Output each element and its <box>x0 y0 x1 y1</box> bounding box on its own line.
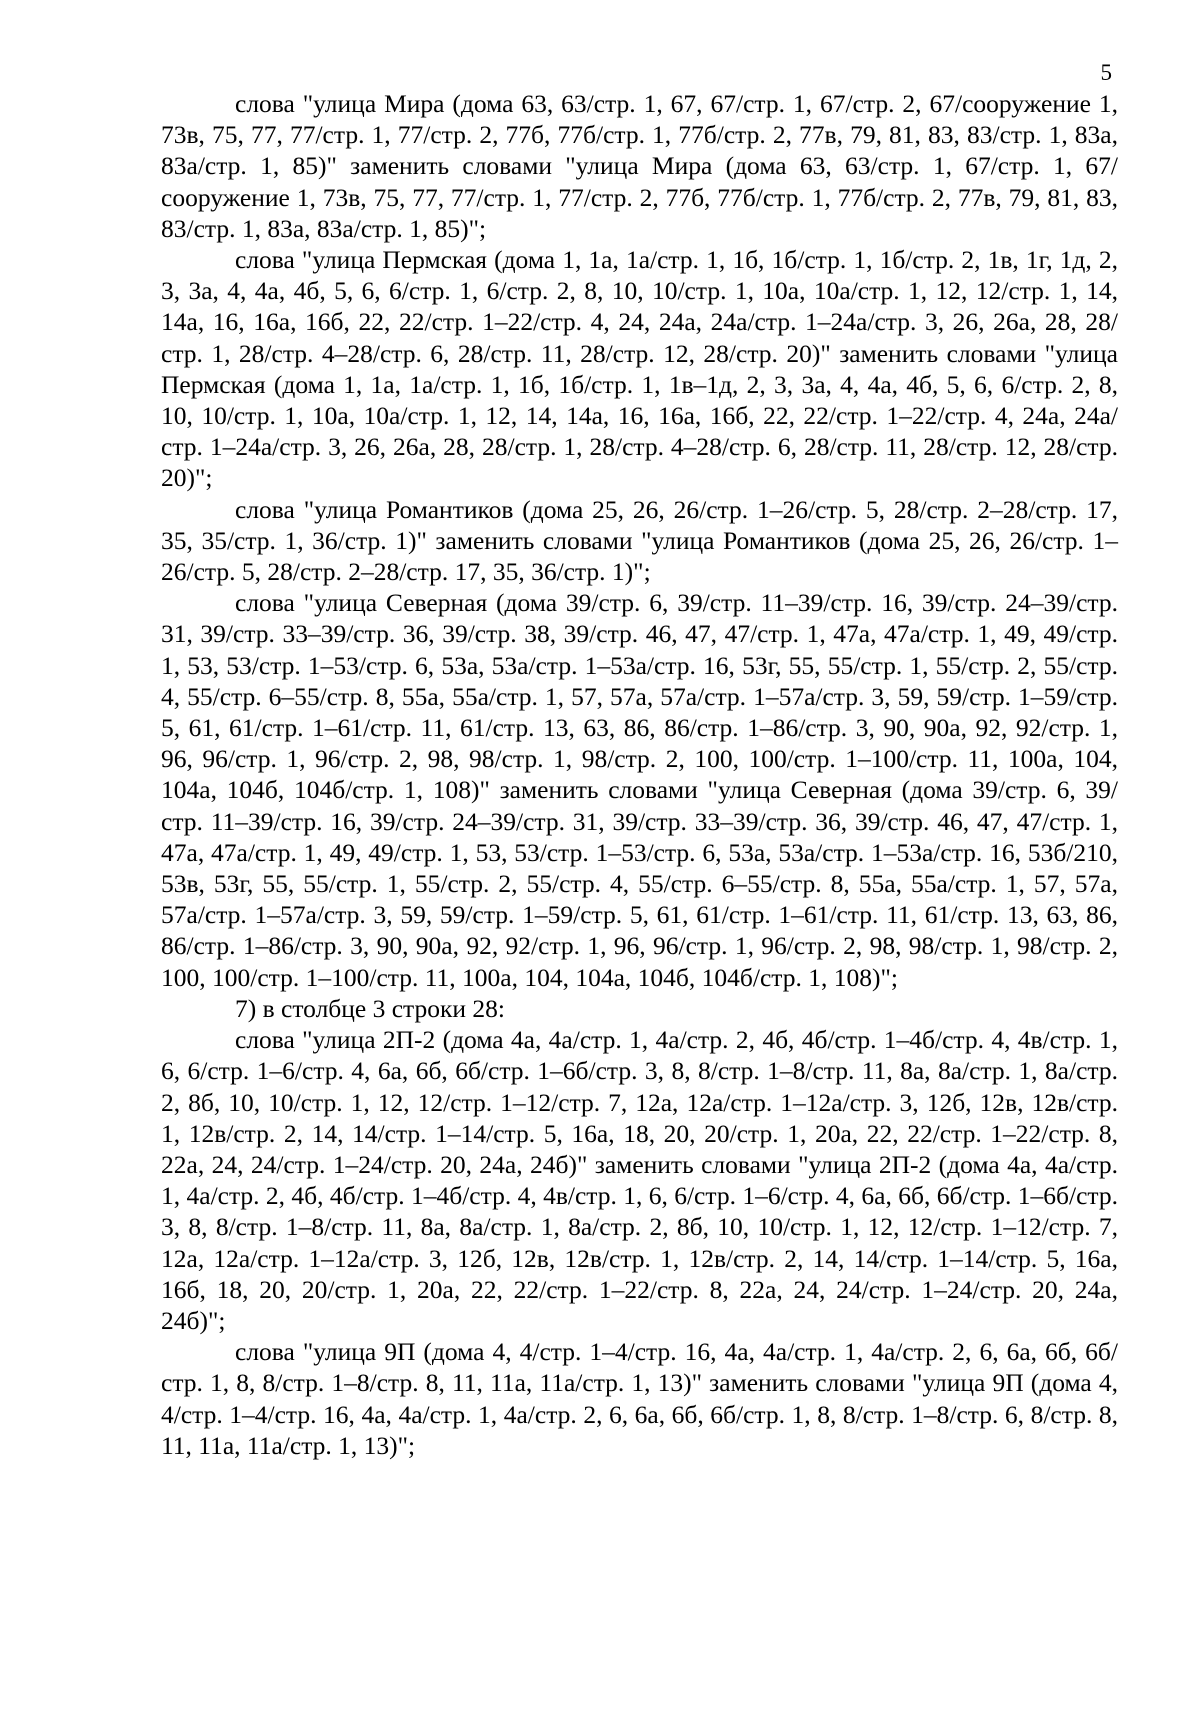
paragraph-column-heading: 7) в столбце 3 строки 28: <box>235 993 506 1023</box>
paragraph-9p-street: слова "улица 9П (дома 4, 4/стр. 1–4/стр. 16, 4а, 4а/стр. 1, 4а/стр. 2, 6, 6а, 6б, 6б/стр. 1, 8, 8/стр. 1–8/стр. 8, 11, 11а, 11а/стр. 1, 13)" заменить словами "улица 9П (дома 4, 4/стр. 1–4/стр. 16, 4а, 4а/стр. 1, 4а/стр. 2, 6, 6а, 6б, 6б/стр. 1, 8, 8/стр. 1–8/стр. 6, 8/стр. 8, 11, 11а, 11а/стр. 1, 13)"; <box>161 1337 1118 1460</box>
paragraph-mira-street: слова "улица Мира (дома 63, 63/стр. 1, 67, 67/стр. 1, 67/стр. 2, 67/сооружение 1, 73в, 75, 77, 77/стр. 1, 77/стр. 2, 77б, 77б/стр. 1, 77б/стр. 2, 77в, 79, 81, 83, 83/стр. 1, 83а, 83а/стр. 1, 85)" заменить словами "улица Мира (дома 63, 63/стр. 1, 67/стр. 1, 67/сооружение 1, 73в, 75, 77, 77/стр. 1, 77/стр. 2, 77б, 77б/стр. 1, 77б/стр. 2, 77в, 79, 81, 83, 83/стр. 1, 83а, 83а/стр. 1, 85)"; <box>161 89 1118 243</box>
paragraph-severnaya-street: слова "улица Северная (дома 39/стр. 6, 39/стр. 11–39/стр. 16, 39/стр. 24–39/стр. 31, 39/стр. 33–39/стр. 36, 39/стр. 38, 39/стр. 46, 47, 47/стр. 1, 47а, 47а/стр. 1, 49, 49/стр. 1, 53, 53/стр. 1–53/стр. 6, 53а, 53а/стр. 1–53а/стр. 16, 53г, 55, 55/стр. 1, 55/стр. 2, 55/стр. 4, 55/стр. 6–55/стр. 8, 55а, 55а/стр. 1, 57, 57а, 57а/стр. 1–57а/стр. 3, 59, 59/стр. 1–59/стр. 5, 61, 61/стр. 1–61/стр. 11, 61/стр. 13, 63, 86, 86/стр. 1–86/стр. 3, 90, 90а, 92, 92/стр. 1, 96, 96/стр. 1, 96/стр. 2, 98, 98/стр. 1, 98/стр. 2, 100, 100/стр. 1–100/стр. 11, 100а, 104, 104а, 104б, 104б/стр. 1, 108)" заменить словами "улица Северная (дома 39/стр. 6, 39/стр. 11–39/стр. 16, 39/стр. 24–39/стр. 31, 39/стр. 33–39/стр. 36, 39/стр. 46, 47, 47/стр. 1, 47а, 47а/стр. 1, 49, 49/стр. 1, 53, 53/стр. 1–53/стр. 6, 53а, 53а/стр. 1–53а/стр. 16, 53б/210, 53в, 53г, 55, 55/стр. 1, 55/стр. 2, 55/стр. 4, 55/стр. 6–55/стр. 8, 55а, 55а/стр. 1, 57, 57а, 57а/стр. 1–57а/стр. 3, 59, 59/стр. 1–59/стр. 5, 61, 61/стр. 1–61/стр. 11, 61/стр. 13, 63, 86, 86/стр. 1–86/стр. 3, 90, 90а, 92, 92/стр. 1, 96, 96/стр. 1, 96/стр. 2, 98, 98/стр. 1, 98/стр. 2, 100, 100/стр. 1–100/стр. 11, 100а, 104, 104а, 104б, 104б/стр. 1, 108)"; <box>161 588 1118 992</box>
page-number: 5 <box>1100 60 1112 85</box>
paragraph-permskaya-street: слова "улица Пермская (дома 1, 1а, 1а/стр. 1, 1б, 1б/стр. 1, 1б/стр. 2, 1в, 1г, 1д, 2, 3, 3а, 4, 4а, 4б, 5, 6, 6/стр. 1, 6/стр. 2, 8, 10, 10/стр. 1, 10а, 10а/стр. 1, 12, 12/стр. 1, 14, 14а, 16, 16а, 16б, 22, 22/стр. 1–22/стр. 4, 24, 24а, 24а/стр. 1–24а/стр. 3, 26, 26а, 28, 28/стр. 1, 28/стр. 4–28/стр. 6, 28/стр. 11, 28/стр. 12, 28/стр. 20)" заменить словами "улица Пермская (дома 1, 1а, 1а/стр. 1, 1б, 1б/стр. 1, 1в–1д, 2, 3, 3а, 4, 4а, 4б, 5, 6, 6/стр. 2, 8, 10, 10/стр. 1, 10а, 10а/стр. 1, 12, 14, 14а, 16, 16а, 16б, 22, 22/стр. 1–22/стр. 4, 24а, 24а/стр. 1–24а/стр. 3, 26, 26а, 28, 28/стр. 1, 28/стр. 4–28/стр. 6, 28/стр. 11, 28/стр. 12, 28/стр. 20)"; <box>161 245 1118 493</box>
document-body <box>161 88 1118 1461</box>
paragraph-romantikov-street: слова "улица Романтиков (дома 25, 26, 26/стр. 1–26/стр. 5, 28/стр. 2–28/стр. 17, 35, 35/стр. 1, 36/стр. 1)" заменить словами "улица Романтиков (дома 25, 26, 26/стр. 1–26/стр. 5, 28/стр. 2–28/стр. 17, 35, 36/стр. 1)"; <box>161 494 1118 587</box>
paragraph-2p-2-street: слова "улица 2П-2 (дома 4а, 4а/стр. 1, 4а/стр. 2, 4б, 4б/стр. 1–4б/стр. 4, 4в/стр. 1, 6, 6/стр. 1–6/стр. 4, 6а, 6б, 6б/стр. 1–6б/стр. 3, 8, 8/стр. 1–8/стр. 11, 8а, 8а/стр. 1, 8а/стр. 2, 8б, 10, 10/стр. 1, 12, 12/стр. 1–12/стр. 7, 12а, 12а/стр. 1–12а/стр. 3, 12б, 12в, 12в/стр. 1, 12в/стр. 2, 14, 14/стр. 1–14/стр. 5, 16а, 18, 20, 20/стр. 1, 20а, 22, 22/стр. 1–22/стр. 8, 22а, 24, 24/стр. 1–24/стр. 20, 24а, 24б)" заменить словами "улица 2П-2 (дома 4а, 4а/стр. 1, 4а/стр. 2, 4б, 4б/стр. 1–4б/стр. 4, 4в/стр. 1, 6, 6/стр. 1–6/стр. 4, 6а, 6б, 6б/стр. 1–6б/стр. 3, 8, 8/стр. 1–8/стр. 11, 8а, 8а/стр. 1, 8а/стр. 2, 8б, 10, 10/стр. 1, 12, 12/стр. 1–12/стр. 7, 12а, 12а/стр. 1–12а/стр. 3, 12б, 12в, 12в/стр. 1, 12в/стр. 2, 14, 14/стр. 1–14/стр. 5, 16а, 16б, 18, 20, 20/стр. 1, 20а, 22, 22/стр. 1–22/стр. 8, 22а, 24, 24/стр. 1–24/стр. 20, 24а, 24б)"; <box>161 1025 1119 1335</box>
